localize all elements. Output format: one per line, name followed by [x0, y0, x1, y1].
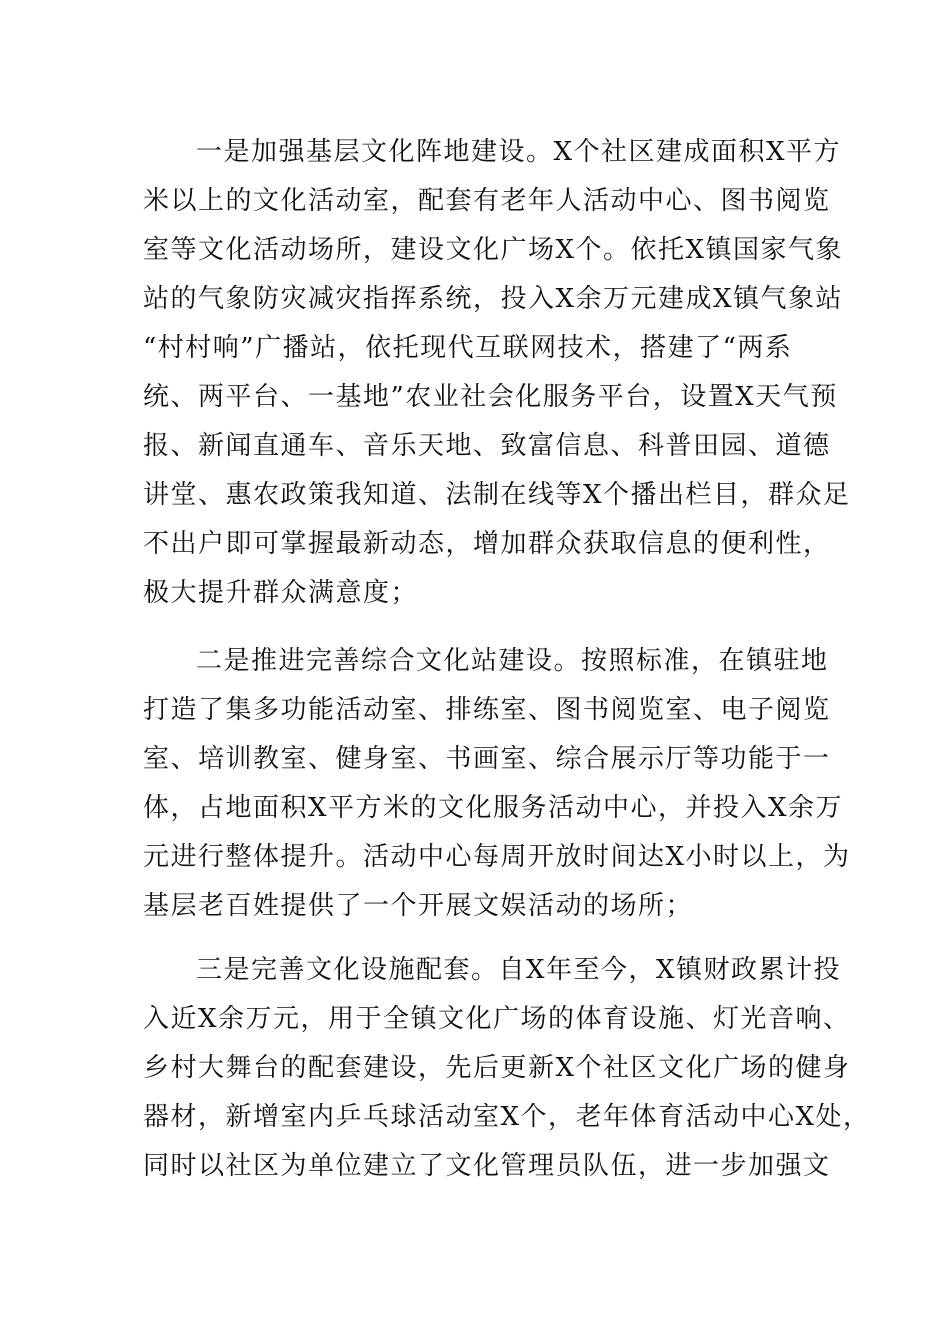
- paragraph-2: [143, 637, 851, 931]
- paragraph-line: 室、培训教室、健身室、书画室、综合展示厅等功能于一: [143, 744, 831, 774]
- paragraph-line: 一是加强基层文化阵地建设。X个社区建成面积X平方: [196, 137, 842, 167]
- paragraph-line: “村村响”广播站，依托现代互联网技术，搭建了“两系: [143, 333, 793, 363]
- paragraph-line: 不出户即可掌握最新动态，增加群众获取信息的便利性，: [143, 529, 831, 559]
- paragraph-line: 器材，新增室内乒乓球活动室X个，老年体育活动中心X处，: [143, 1102, 871, 1132]
- paragraph-line: 极大提升群众满意度；: [143, 578, 419, 608]
- paragraph-line: 乡村大舞台的配套建设，先后更新X个社区文化广场的健身: [143, 1053, 851, 1083]
- paragraph-line: 二是推进完善综合文化站建设。按照标准，在镇驻地: [196, 646, 829, 676]
- paragraph-line: 元进行整体提升。活动中心每周开放时间达X小时以上，为: [143, 842, 851, 872]
- paragraph-line: 同时以社区为单位建立了文化管理员队伍，进一步加强文: [143, 1151, 831, 1181]
- paragraph-line: 米以上的文化活动室，配套有老年人活动中心、图书阅览: [143, 186, 831, 216]
- paragraph-line: 三是完善文化设施配套。自X年至今，X镇财政累计投: [196, 955, 842, 985]
- paragraph-1: [143, 128, 851, 618]
- paragraph-line: 室等文化活动场所，建设文化广场X个。依托X镇国家气象: [143, 235, 844, 265]
- paragraph-line: 打造了集多功能活动室、排练室、图书阅览室、电子阅览: [143, 695, 831, 725]
- paragraph-line: 入近X余万元，用于全镇文化广场的体育设施、灯光音响、: [143, 1004, 851, 1034]
- paragraph-line: 站的气象防灾减灾指挥系统，投入X余万元建成X镇气象站: [143, 284, 844, 314]
- paragraph-line: 统、两平台、一基地”农业社会化服务平台，设置X天气预: [143, 382, 838, 412]
- paragraph-3: [143, 946, 871, 1191]
- paragraph-line: 基层老百姓提供了一个开展文娱活动的场所；: [143, 891, 694, 921]
- paragraph-line: 讲堂、惠农政策我知道、法制在线等X个播出栏目，群众足: [143, 480, 851, 510]
- paragraph-line: 体，占地面积X平方米的文化服务活动中心，并投入X余万: [143, 793, 844, 823]
- paragraph-line: 报、新闻直通车、音乐天地、致富信息、科普田园、道德: [143, 431, 831, 461]
